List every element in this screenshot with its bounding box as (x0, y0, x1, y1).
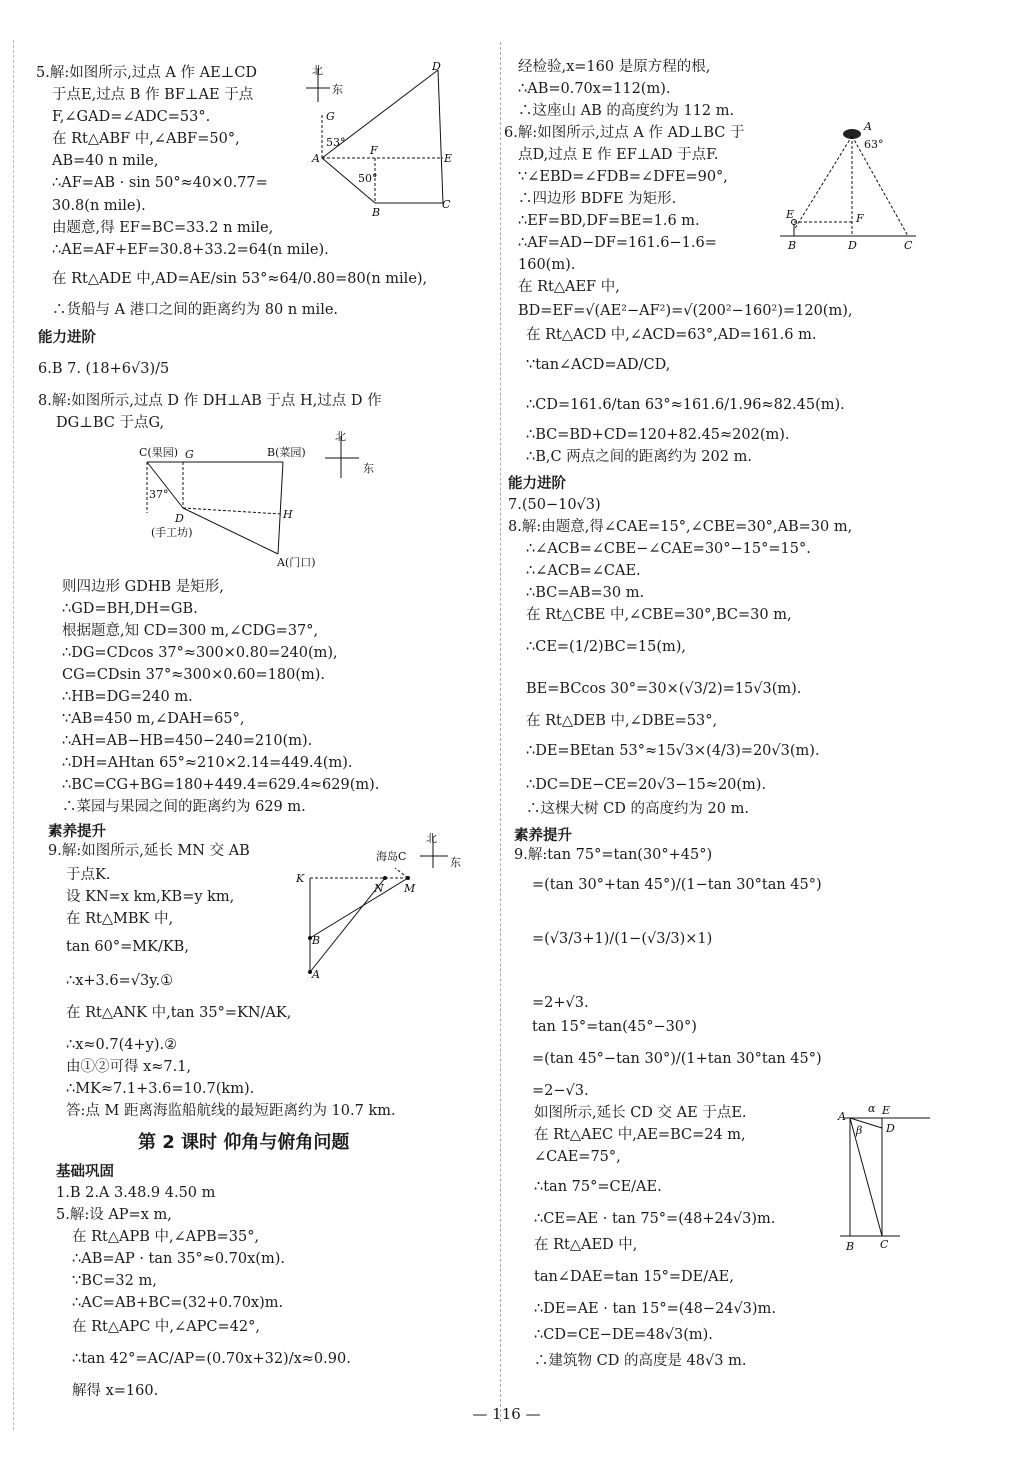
text-line: =(tan 30°+tan 45°)/(1−tan 30°tan 45°) (532, 877, 822, 893)
text-line: ∴DE=AE · tan 15°=(48−24√3)m. (534, 1301, 776, 1317)
text-line: 点D,过点 E 作 EF⊥AD 于点F. (518, 147, 719, 163)
section-heading: 能力进阶 (38, 330, 96, 346)
text-line: 于点E,过点 B 作 BF⊥AE 于点 (52, 87, 254, 103)
point-label: E (444, 152, 453, 165)
text-line: ∵∠EBD=∠FDB=∠DFE=90°, (518, 169, 728, 185)
text-line: ∴DH=AHtan 65°≈210×2.14=449.4(m). (62, 755, 353, 771)
angle-label: 53° (326, 136, 346, 149)
text-line: ∴AE=AF+EF=30.8+33.2=64(n mile). (52, 242, 329, 258)
angle-label: α (868, 1102, 876, 1115)
section-heading: 素养提升 (48, 824, 106, 840)
text-line: =(√3/3+1)/(1−(√3/3)×1) (532, 931, 713, 947)
point-label: F (856, 212, 864, 225)
text-line: ∴GD=BH,DH=GB. (62, 601, 198, 617)
text-line: ∠CAE=75°, (534, 1149, 621, 1165)
text-line: F,∠GAD=∠ADC=53°. (52, 109, 211, 125)
text-line: ∴x+3.6=√3y.① (66, 973, 174, 989)
figure-problem-8 (135, 428, 375, 576)
page-number: — 116 — (472, 1405, 541, 1423)
text-line: 于点K. (66, 867, 111, 883)
text-line: AB=40 n mile, (52, 153, 159, 169)
text-line: ∴CE=(1/2)BC=15(m), (526, 639, 686, 655)
angle-label: β (856, 1124, 863, 1137)
lesson-title: 第 2 课时 仰角与俯角问题 (138, 1132, 350, 1153)
text-line: 160(m). (518, 257, 576, 273)
text-line: 在 Rt△ACD 中,∠ACD=63°,AD=161.6 m. (526, 327, 817, 343)
text-line: 在 Rt△ADE 中,AD=AE/sin 53°≈64/0.80=80(n mile), (52, 271, 428, 287)
text-line: ∴∠ACB=∠CBE−∠CAE=30°−15°=15°. (526, 541, 811, 557)
point-label: D (848, 239, 857, 252)
section-heading: 能力进阶 (508, 476, 566, 492)
point-label: H (283, 508, 293, 521)
text-line: ∴AH=AB−HB=450−240=210(m). (62, 733, 313, 749)
text-line: ∴AB=AP · tan 35°≈0.70x(m). (72, 1251, 285, 1267)
text-line: 8.解:如图所示,过点 D 作 DH⊥AB 于点 H,过点 D 作 (38, 393, 382, 409)
point-label: A (312, 152, 320, 165)
point-label: D (886, 1122, 895, 1135)
text-line: ∴建筑物 CD 的高度是 48√3 m. (534, 1353, 747, 1369)
text-line: 在 Rt△AEC 中,AE=BC=24 m, (534, 1127, 746, 1143)
text-line: ∴AF=AB · sin 50°≈40×0.77= (52, 175, 268, 191)
text-line: ∴BC=BD+CD=120+82.45≈202(m). (526, 427, 790, 443)
point-label: E (786, 208, 795, 221)
text-line: 经检验,x=160 是原方程的根, (518, 59, 711, 75)
text-line: ∴BC=CG+BG=180+449.4=629.4≈629(m). (62, 777, 380, 793)
text-line: 9.解:tan 75°=tan(30°+45°) (514, 847, 713, 863)
text-line: CG=CDsin 37°≈300×0.60=180(m). (62, 667, 326, 683)
compass-east: 东 (450, 856, 461, 869)
text-line: 在 Rt△AEF 中, (518, 279, 620, 295)
point-label: B (312, 934, 321, 947)
text-line: 答:点 M 距离海监船航线的最短距离约为 10.7 km. (66, 1103, 396, 1119)
text-line: 在 Rt△DEB 中,∠DBE=53°, (526, 713, 718, 729)
text-line: 在 Rt△ABF 中,∠ABF=50°, (52, 131, 240, 147)
text-line: 在 Rt△MBK 中, (66, 911, 174, 927)
text-line: 8.解:由题意,得∠CAE=15°,∠CBE=30°,AB=30 m, (508, 519, 853, 535)
text-line: BE=BCcos 30°=30×(√3/2)=15√3(m). (526, 681, 802, 697)
point-label: A (864, 120, 872, 133)
point-label: N (374, 882, 384, 895)
compass-north: 北 (312, 64, 323, 77)
text-line: ∴x≈0.7(4+y).② (66, 1037, 178, 1053)
point-label: (手工坊) (151, 526, 193, 539)
point-label: A(门口) (277, 556, 316, 569)
point-label: F (370, 144, 378, 157)
text-line: ∴EF=BD,DF=BE=1.6 m. (518, 213, 700, 229)
text-line: ∴AB=0.70x=112(m). (518, 81, 671, 97)
figure-problem-9-right (830, 1098, 940, 1253)
text-line: ∴货船与 A 港口之间的距离约为 80 n mile. (52, 302, 339, 318)
text-line: ∴MK≈7.1+3.6=10.7(km). (66, 1081, 255, 1097)
left-margin-rule (13, 40, 14, 1430)
text-line: 在 Rt△APB 中,∠APB=35°, (72, 1229, 260, 1245)
point-label: C (880, 1238, 889, 1251)
section-heading: 基础巩固 (56, 1164, 114, 1180)
text-line: 由①②可得 x≈7.1, (66, 1059, 192, 1075)
text-line: tan 15°=tan(45°−30°) (532, 1019, 697, 1035)
point-label: D (432, 60, 441, 73)
figure-problem-5 (300, 58, 460, 223)
text-line: ∵tan∠ACD=AD/CD, (526, 357, 671, 373)
island-label: 海岛C (376, 850, 407, 863)
text-line: ∴这棵大树 CD 的高度约为 20 m. (526, 801, 749, 817)
text-line: 设 KN=x km,KB=y km, (66, 889, 235, 905)
text-line: 7.(50−10√3) (508, 497, 601, 513)
point-label: B (372, 206, 381, 219)
text-line: 解得 x=160. (72, 1383, 159, 1399)
point-label: G (326, 110, 335, 123)
point-label: C (904, 239, 913, 252)
text-line: ∴CD=CE−DE=48√3(m). (534, 1327, 713, 1343)
text-line: =(tan 45°−tan 30°)/(1+tan 30°tan 45°) (532, 1051, 822, 1067)
point-label: M (404, 882, 416, 895)
angle-label: 50° (358, 172, 378, 185)
point-label: B (788, 239, 797, 252)
text-line: ∴CD=161.6/tan 63°≈161.6/1.96≈82.45(m). (526, 397, 845, 413)
text-line: ∵AB=450 m,∠DAH=65°, (62, 711, 245, 727)
angle-label: 63° (864, 138, 884, 151)
figure-problem-6-right (780, 118, 920, 253)
text-line: ∴tan 42°=AC/AP=(0.70x+32)/x≈0.90. (72, 1351, 351, 1367)
text-line: 在 Rt△ANK 中,tan 35°=KN/AK, (66, 1005, 292, 1021)
text-line: BD=EF=√(AE²−AF²)=√(200²−160²)=120(m), (518, 303, 853, 319)
point-label: B(菜园) (267, 446, 306, 459)
point-label: A (312, 968, 320, 981)
text-line: 6.B 7. (18+6√3)/5 (38, 361, 170, 377)
text-line: 在 Rt△AED 中, (534, 1237, 638, 1253)
figure-problem-9 (290, 830, 470, 985)
point-label: B (846, 1240, 855, 1253)
text-line: ∴CE=AE · tan 75°=(48+24√3)m. (534, 1211, 776, 1227)
point-label: K (296, 872, 305, 885)
text-line: DG⊥BC 于点G, (56, 415, 165, 431)
text-line: 在 Rt△CBE 中,∠CBE=30°,BC=30 m, (526, 607, 792, 623)
text-line: ∴这座山 AB 的高度约为 112 m. (518, 103, 735, 119)
text-line: 5.解:设 AP=x m, (56, 1207, 172, 1223)
text-line: 根据题意,知 CD=300 m,∠CDG=37°, (62, 623, 319, 639)
text-line: ∴HB=DG=240 m. (62, 689, 193, 705)
text-line: tan 60°=MK/KB, (66, 939, 189, 955)
text-line: 如图所示,延长 CD 交 AE 于点E. (534, 1105, 747, 1121)
text-line: 则四边形 GDHB 是矩形, (62, 579, 224, 595)
text-line: 由题意,得 EF=BC=33.2 n mile, (52, 220, 274, 236)
text-line: ∴BC=AB=30 m. (526, 585, 645, 601)
text-line: =2+√3. (532, 995, 589, 1011)
text-line: ∴四边形 BDFE 为矩形. (518, 191, 677, 207)
text-line: ∴∠ACB=∠CAE. (526, 563, 641, 579)
angle-label: 37° (149, 488, 169, 501)
text-line: 5.解:如图所示,过点 A 作 AE⊥CD (36, 65, 258, 81)
text-line: ∴AF=AD−DF=161.6−1.6= (518, 235, 717, 251)
text-line: 9.解:如图所示,延长 MN 交 AB (48, 843, 250, 859)
text-line: ∴菜园与果园之间的距离约为 629 m. (62, 799, 306, 815)
point-label: A (838, 1110, 846, 1123)
column-divider (500, 42, 501, 1422)
point-label: D (175, 512, 184, 525)
section-heading: 素养提升 (514, 828, 572, 844)
text-line: ∴DC=DE−CE=20√3−15≈20(m). (526, 777, 767, 793)
text-line: ∴tan 75°=CE/AE. (534, 1179, 662, 1195)
compass-east: 东 (332, 83, 343, 96)
text-line: 30.8(n mile). (52, 198, 146, 214)
text-line: ∴DE=BEtan 53°≈15√3×(4/3)=20√3(m). (526, 743, 820, 759)
text-line: tan∠DAE=tan 15°=DE/AE, (534, 1269, 734, 1285)
text-line: 在 Rt△APC 中,∠APC=42°, (72, 1319, 260, 1335)
compass-north: 北 (335, 430, 346, 443)
text-line: ∴B,C 两点之间的距离约为 202 m. (526, 449, 752, 465)
point-label: G (185, 448, 194, 461)
point-label: C (442, 198, 451, 211)
compass-north: 北 (426, 832, 437, 845)
text-line: =2−√3. (532, 1083, 589, 1099)
point-label: E (882, 1104, 891, 1117)
compass-east: 东 (363, 462, 374, 475)
text-line: ∴AC=AB+BC=(32+0.70x)m. (72, 1295, 284, 1311)
text-line: ∴DG=CDcos 37°≈300×0.80=240(m), (62, 645, 338, 661)
text-line: 1.B 2.A 3.48.9 4.50 m (56, 1185, 216, 1201)
text-line: ∵BC=32 m, (72, 1273, 157, 1289)
point-label: C(果园) (139, 446, 178, 459)
text-line: 6.解:如图所示,过点 A 作 AD⊥BC 于 (504, 125, 745, 141)
